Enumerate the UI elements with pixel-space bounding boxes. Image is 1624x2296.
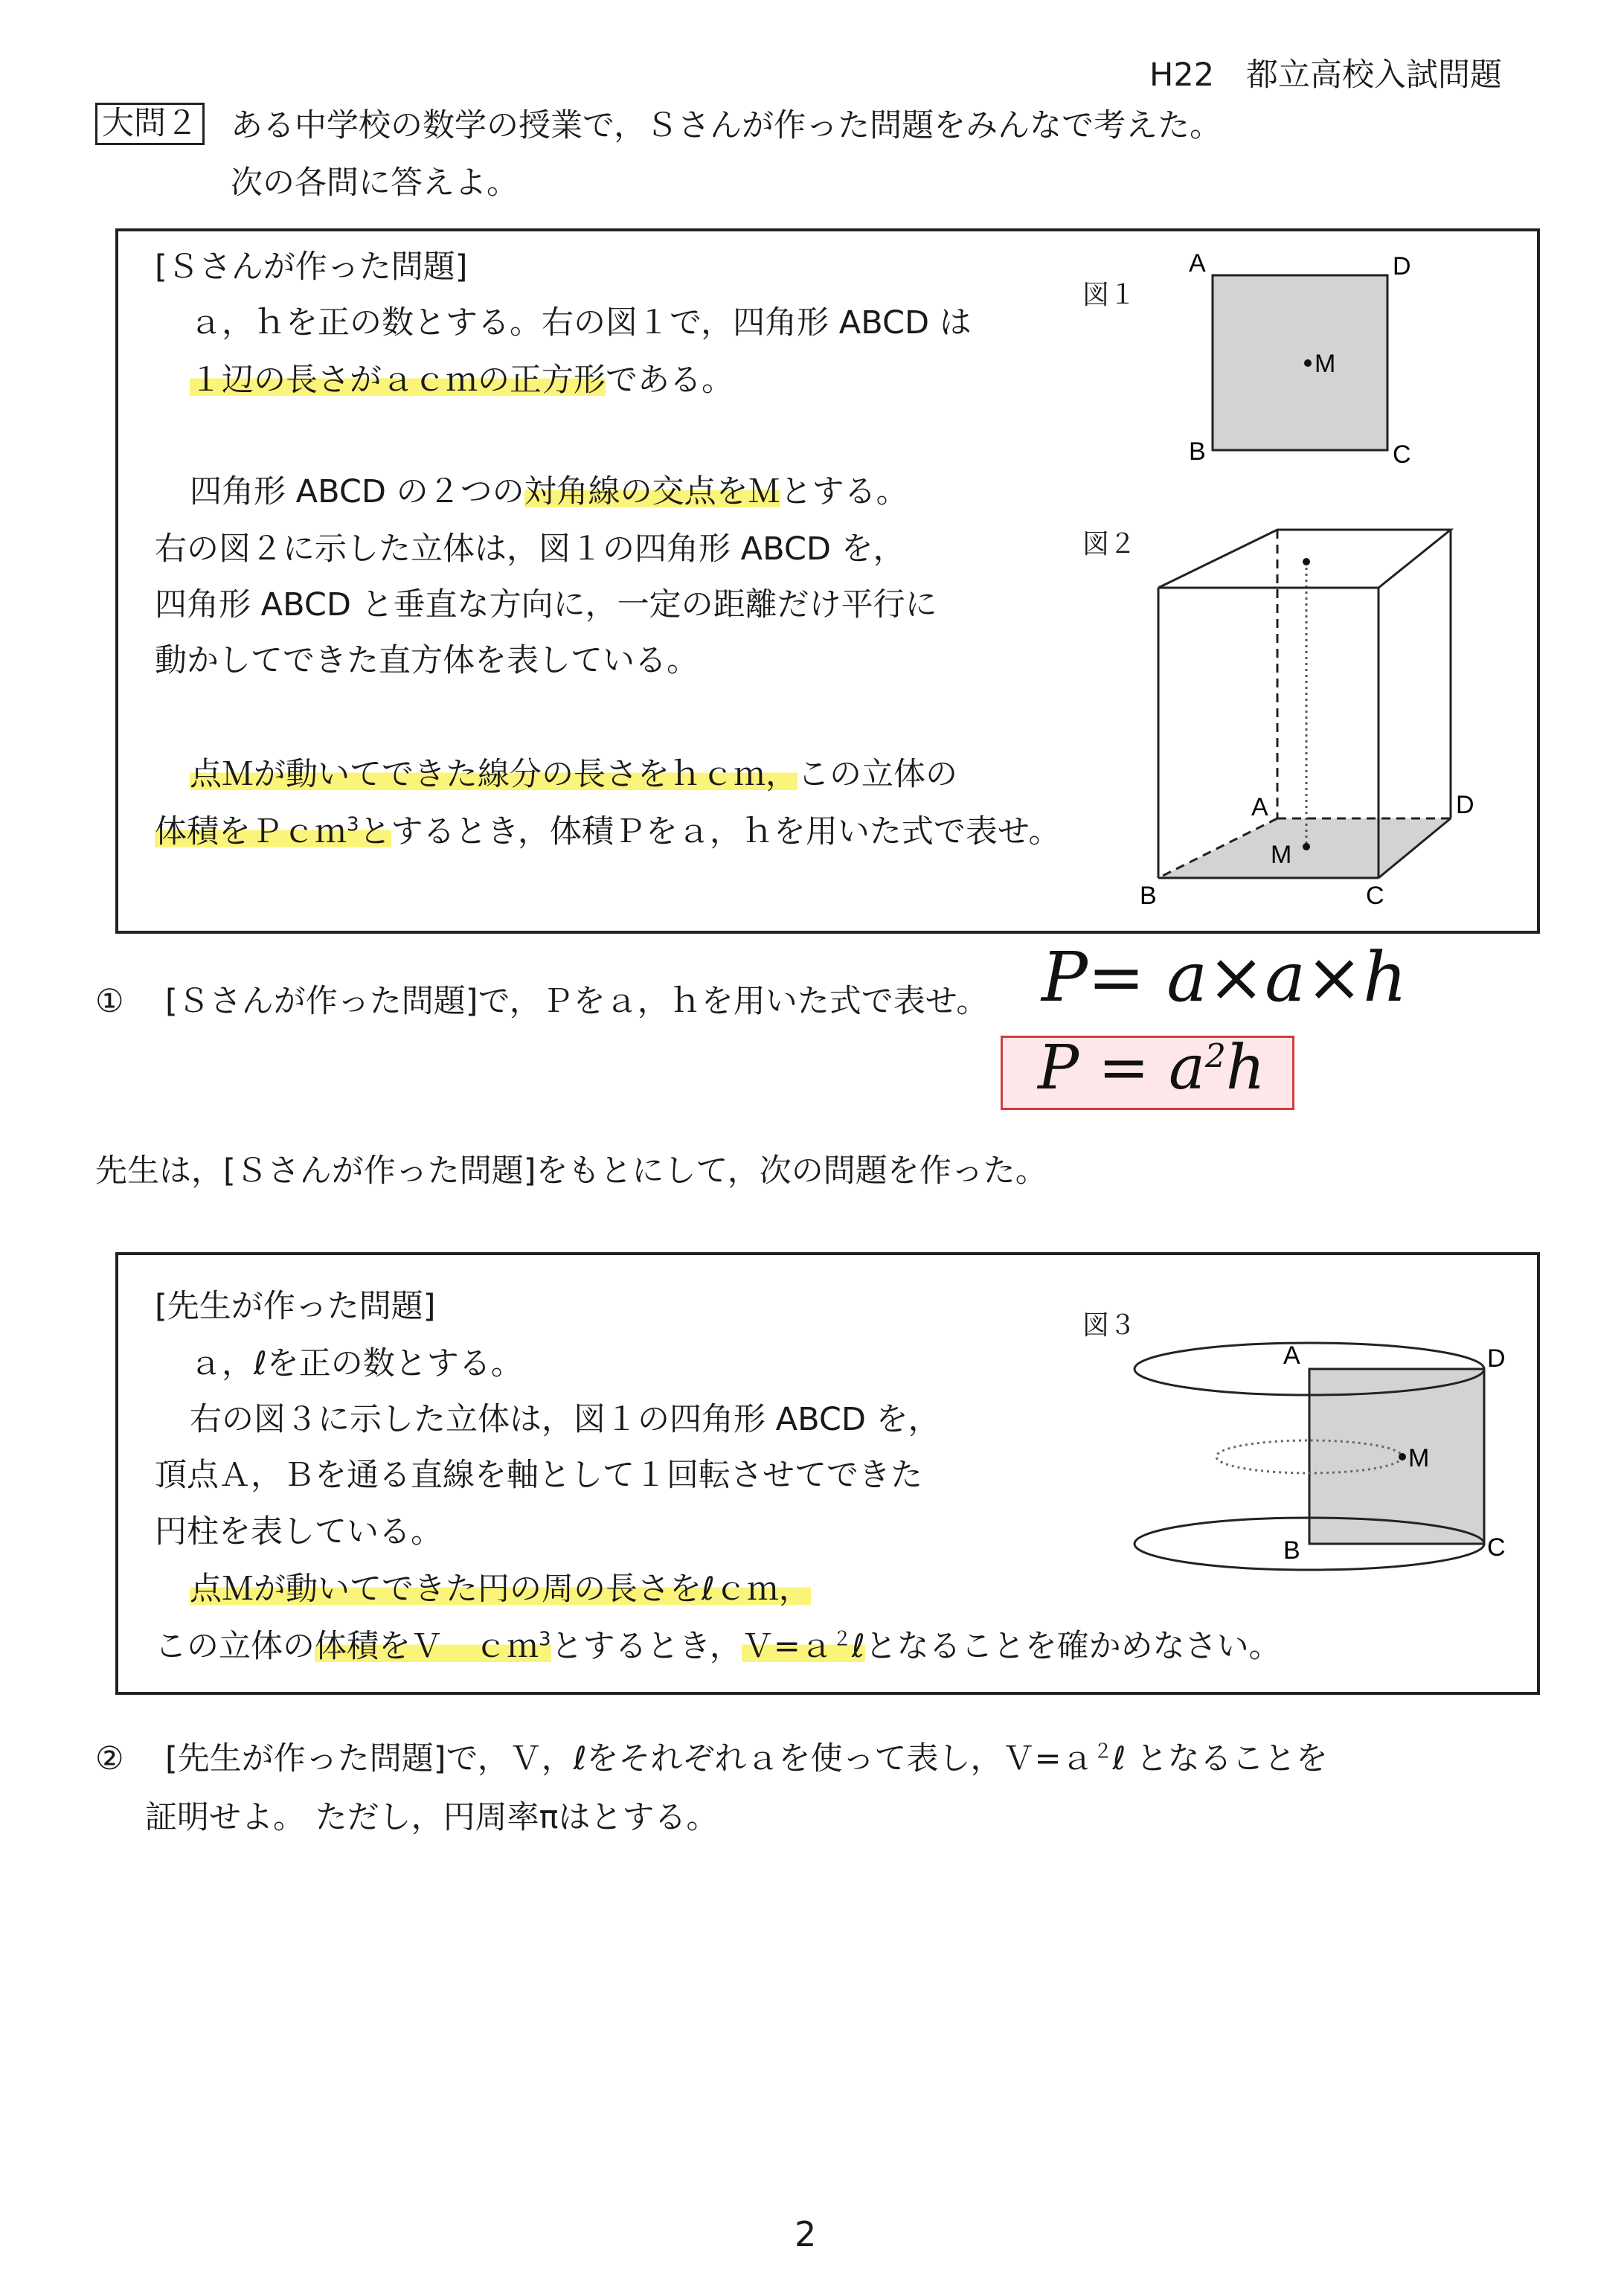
- fig3-vertex-a: A: [1283, 1341, 1300, 1370]
- question-label: 大問２: [95, 103, 205, 145]
- q1-number: ①: [95, 983, 124, 1020]
- fig2-vertex-a: A: [1251, 793, 1268, 821]
- fig2-label: 図２: [1082, 529, 1137, 559]
- fig3-vertex-c: C: [1487, 1533, 1506, 1562]
- q2-line1: [先生が作った問題]で，Ｖ，ℓをそれぞれａを使って表し，Ｖ=ａ$^2$ℓ となることを: [165, 1740, 1328, 1777]
- fig3-vertex-b: B: [1283, 1536, 1300, 1565]
- fig1-vertex-c: C: [1393, 440, 1411, 469]
- t-problem-title: [先生が作った問題]: [155, 1288, 436, 1325]
- s-problem-line8: 体積をＰｃｍ$^3$とするとき，体積Ｐをａ，ｈを用いた式で表せ。: [155, 813, 1061, 850]
- t-problem-line5: [190, 1571, 811, 1608]
- t-problem-line3: 頂点Ａ，Ｂを通る直線を軸として１回転させてできた: [155, 1457, 922, 1494]
- t-problem-line2: 右の図３に示した立体は，図１の四角形 ABCD を，: [190, 1401, 940, 1438]
- fig1-square: [1213, 275, 1387, 450]
- s-problem-line5: 四角形 ABCD と垂直な方向に，一定の距離だけ平行に: [155, 586, 937, 623]
- t-problem-line1: ａ，ℓを正の数とする。: [190, 1345, 523, 1382]
- fig1-square-diagram: [1175, 249, 1428, 472]
- s-problem-title: [Ｓさんが作った問題]: [155, 248, 468, 286]
- fig1-vertex-b: B: [1189, 437, 1206, 466]
- fig1-vertex-d: D: [1393, 252, 1411, 280]
- t-problem-line4: 円柱を表している。: [155, 1513, 443, 1551]
- fig2-vertex-b: B: [1140, 882, 1157, 910]
- fig1-label-m: M: [1315, 350, 1336, 378]
- fig3-label: 図３: [1082, 1310, 1137, 1341]
- s-problem-line1: ａ，ｈを正の数とする。右の図１で，四角形 ABCD は: [190, 304, 972, 341]
- fig2-vertex-c: C: [1366, 882, 1384, 910]
- fig3-label-m: M: [1408, 1444, 1430, 1472]
- highlight-formula: Ｖ=ａ$^2$ℓ: [741, 1628, 865, 1665]
- fig1-label: 図１: [1082, 280, 1137, 310]
- fig2-point-m: [1303, 843, 1310, 850]
- fig2-vertex-d: D: [1456, 791, 1474, 819]
- q2-number: ②: [95, 1740, 124, 1777]
- t-problem-line6: この立体の体積をＶ ｃｍ$^3$とするとき，Ｖ=ａ$^2$ℓとなることを確かめなさい。: [155, 1628, 1281, 1665]
- s-problem-line7: 点Ｍが動いてできた線分の長さをｈｃｍ，この立体の: [190, 756, 957, 793]
- highlight-circumference: 点Ｍが動いてできた円の周の長さをℓｃｍ，: [190, 1571, 811, 1608]
- q1-answer: $P = a^2h$: [1038, 1033, 1265, 1103]
- highlight-diagonal-intersection: 対角線の交点をＭ: [524, 473, 780, 510]
- fig3-cylinder-diagram: [1120, 1335, 1536, 1581]
- exam-title: H22 都立高校入試問題: [1149, 57, 1503, 94]
- s-problem-line6: 動かしてできた直方体を表している。: [155, 642, 699, 679]
- q2-line2: 証明せよ。 ただし，円周率πはとする。: [145, 1799, 719, 1836]
- s-problem-line2: １辺の長さがａｃｍの正方形である。: [190, 362, 734, 399]
- fig1-vertex-a: A: [1189, 249, 1206, 278]
- question-intro-line1: ある中学校の数学の授業で，Ｓさんが作った問題をみんなで考えた。: [231, 107, 1222, 144]
- fig2-top-point: [1303, 558, 1310, 565]
- fig3-point-m: [1399, 1453, 1406, 1460]
- fig1-point-m: [1304, 359, 1312, 367]
- fig2-cuboid-diagram: [1131, 513, 1488, 915]
- fig3-vertex-d: D: [1487, 1344, 1506, 1373]
- highlight-volume-p: 体積をＰｃｍ$^3$と: [155, 813, 391, 850]
- q1-text: [Ｓさんが作った問題]で，Ｐをａ，ｈを用いた式で表せ。: [165, 983, 989, 1020]
- s-problem-line4: 右の図２に示した立体は，図１の四角形 ABCD を，: [155, 530, 905, 568]
- highlight-square-side: １辺の長さがａｃｍの正方形: [190, 362, 606, 399]
- fig2-label-m: M: [1271, 841, 1292, 869]
- q1-handwritten-work: P= a×a×h: [1042, 937, 1408, 1017]
- page-number: 2: [795, 2214, 817, 2254]
- highlight-segment-length: 点Ｍが動いてできた線分の長さをｈｃｍ，: [190, 756, 797, 793]
- question-intro-line2: 次の各問に答えよ。: [231, 164, 519, 202]
- transition-text: 先生は，[Ｓさんが作った問題]をもとにして，次の問題を作った。: [95, 1152, 1047, 1190]
- highlight-volume-v: 体積をＶ ｃｍ$^3$: [315, 1628, 551, 1665]
- s-problem-line3: 四角形 ABCD の２つの対角線の交点をＭとする。: [190, 473, 908, 510]
